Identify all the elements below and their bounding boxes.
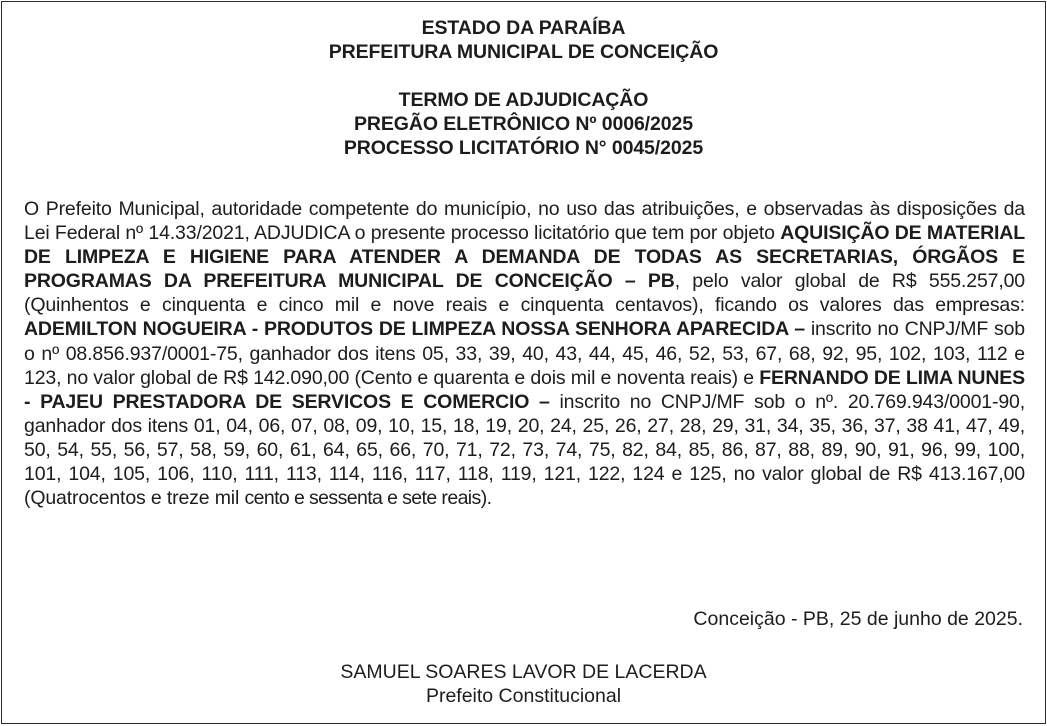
document-title: TERMO DE ADJUDICAÇÃO [398, 89, 649, 111]
process-number: PROCESSO LICITATÓRIO N° 0045/2025 [343, 137, 704, 159]
company-1-name: ADEMILTON NOGUEIRA - PRODUTOS DE LIMPEZA NOSSA SENHORA APARECIDA – [24, 318, 805, 341]
company-1-details: inscrito no CNPJ/MF sob o nº 08.856.937/0001-75, ganhador dos itens 05, 33, 39, 40, 43, 44, 45, 46, 52, 53, 67, 68, 92, 95, 102, 103, 112 e 123, no valor global de R$ 142.090,00 (Cento e quarenta e dois mil e noventa reais) e [24, 318, 1025, 389]
auction-number: PREGÃO ELETRÔNICO Nº 0006/2025 [354, 113, 693, 135]
signatory-role: Prefeito Constitucional [425, 685, 622, 707]
adjudication-body [24, 197, 1025, 510]
procurement-object: AQUISIÇÃO DE MATERIAL DE LIMPEZA E HIGIENE PARA ATENDER A DEMANDA DE TODAS AS SECRETARIAS, ÓRGÃOS E PROGRAMAS DA PREFEITURA MUNICIPAL DE CONCEIÇÃO – PB [24, 222, 1025, 293]
global-value-text: , pelo valor global de R$ 555.257,00 (Quinhentos e cinquenta e cinco mil e nove reais e cinquenta centavos), ficando os valores das empresas: [24, 270, 1025, 317]
municipality-heading: PREFEITURA MUNICIPAL DE CONCEIÇÃO [328, 41, 719, 63]
state-heading: ESTADO DA PARAÍBA [421, 17, 626, 39]
signatory-name: SAMUEL SOARES LAVOR DE LACERDA [340, 661, 707, 683]
intro-text: O Prefeito Municipal, autoridade competente do município, no uso das atribuições, e observadas às disposições da Lei Federal nº 14.33/2021, ADJUDICA o presente processo licitatório que tem por objeto [24, 198, 1025, 245]
header-spacer [2, 64, 1045, 88]
company-2-details: inscrito no CNPJ/MF sob o nº. 20.769.943/0001-90, ganhador dos itens 01, 04, 06, 07, 08, 09, 10, 15, 18, 19, 20, 24, 25, 26, 27, 28, 29, 31, 34, 35, 36, 37, 38 41, 47, 49, 50, 54, 55, 56, 57, 58, 59, 60, 61, 64, 65, 66, 70, 71, 72, 73, 74, 75, 82, 84, 85, 86, 87, 88, 89, 90, 91, 96, 99, 100, 101, 104, 105, 106, 110, 111, 113, 114, 116, 117, 118, 119, 121, 122, 124 e 125, no valor global de R$ 413.167,00 (Quatrocentos e treze mil [24, 390, 1025, 510]
document-header [2, 16, 1045, 160]
company-2-name: FERNANDO DE LIMA NUNES - PAJEU PRESTADORA DE SERVICOS E COMERCIO – [24, 366, 1026, 413]
adjudication-notice [1, 1, 1046, 724]
signature-block [2, 660, 1045, 708]
closing-text: cento e sessenta e sete reais). [244, 487, 492, 510]
place-and-date: Conceição - PB, 25 de junho de 2025. [693, 608, 1023, 630]
